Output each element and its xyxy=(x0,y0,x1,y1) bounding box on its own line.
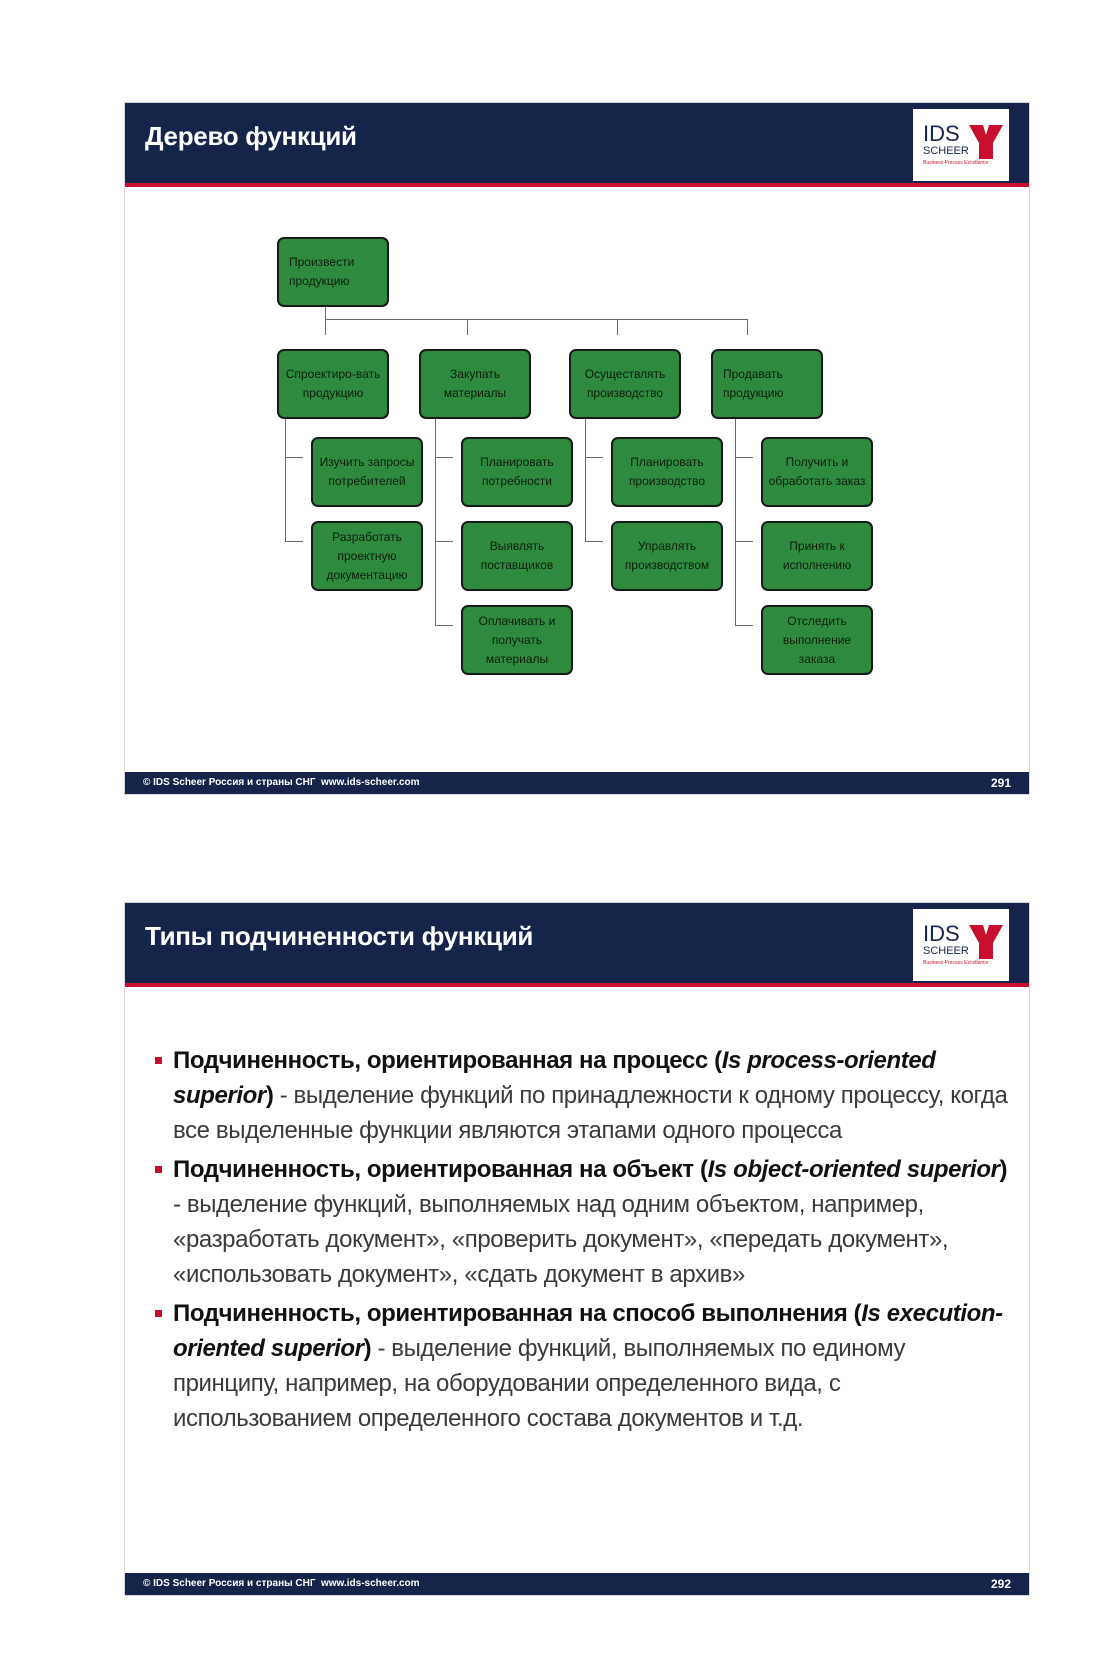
slide-subordination-types xyxy=(124,902,1030,1596)
bullet-heading: Подчиненность, ориентированная на процесс xyxy=(173,1047,708,1074)
slide-footer xyxy=(125,1573,1029,1595)
tree-node-level1: Осуществлять производство xyxy=(569,349,681,419)
bullet-paren: ( xyxy=(693,1156,708,1183)
logo-mark-icon xyxy=(969,921,1003,961)
ids-scheer-logo xyxy=(913,909,1009,981)
tree-connector xyxy=(435,625,453,626)
slide-footer xyxy=(125,772,1029,794)
slide-header xyxy=(125,103,1029,187)
tree-node-child: Разработать проектную документацию xyxy=(311,521,423,591)
slide-function-tree xyxy=(124,102,1030,795)
bullet-english-term: Is object-oriented superior xyxy=(707,1156,1000,1183)
bullet-square-icon xyxy=(155,1310,162,1317)
logo-text-ids: IDS xyxy=(923,921,960,946)
bullet-item xyxy=(155,1043,1015,1148)
tree-node-child: Изучить запросы потребителей xyxy=(311,437,423,507)
page-number: 292 xyxy=(990,1577,1011,1591)
tree-connector xyxy=(585,541,603,542)
tree-node-child: Отследить выполнение заказа xyxy=(761,605,873,675)
tree-node-child: Планировать производство xyxy=(611,437,723,507)
bullet-square-icon xyxy=(155,1057,162,1064)
tree-connector xyxy=(285,457,303,458)
bullet-item xyxy=(155,1152,1015,1292)
logo-tagline: Business Process Excellence xyxy=(923,160,989,166)
bullet-paren: ) xyxy=(363,1335,372,1362)
logo-tagline: Business Process Excellence xyxy=(923,960,989,966)
tree-node-child: Получить и обработать заказ xyxy=(761,437,873,507)
page-number: 291 xyxy=(990,776,1011,790)
footer-url: www.ids-scheer.com xyxy=(321,777,420,788)
bullet-paren: ( xyxy=(707,1047,722,1074)
tree-connector xyxy=(325,319,747,320)
tree-node-child: Планировать потребности xyxy=(461,437,573,507)
logo-text-scheer: SCHEER xyxy=(923,945,969,957)
tree-connector xyxy=(435,541,453,542)
logo-mark-icon xyxy=(969,121,1003,161)
bullet-description: - выделение функций, выполняемых над одним объектом, например, «разработать документ», «проверить документ», «передать документ», «использовать документ», «сдать документ в архив» xyxy=(173,1191,949,1288)
bullet-paren: ) xyxy=(999,1156,1008,1183)
tree-connector xyxy=(285,405,286,541)
slide-header xyxy=(125,903,1029,987)
bullet-description: - выделение функций, выполняемых по единому принципу, например, на оборудовании определенного вида, с использованием определенного состава документов и т.д. xyxy=(173,1335,906,1432)
tree-node-child: Выявлять поставщиков xyxy=(461,521,573,591)
logo-text-scheer: SCHEER xyxy=(923,145,969,157)
tree-connector xyxy=(735,541,753,542)
tree-connector xyxy=(435,405,436,625)
bullet-english-term: Is process-oriented superior xyxy=(173,1047,936,1109)
tree-connector xyxy=(467,319,468,335)
slide-title: Типы подчиненности функций xyxy=(145,921,534,951)
tree-connector xyxy=(585,457,603,458)
tree-connector xyxy=(735,625,753,626)
tree-node-level1: Спроектиро-вать продукцию xyxy=(277,349,389,419)
bullet-list xyxy=(155,1043,1015,1440)
tree-connector xyxy=(285,541,303,542)
tree-connector xyxy=(585,405,586,541)
tree-node-root: Произвести продукцию xyxy=(277,237,389,307)
bullet-paren: ) xyxy=(265,1082,274,1109)
slide-title: Дерево функций xyxy=(145,121,357,151)
tree-connector xyxy=(435,457,453,458)
tree-connector xyxy=(735,457,753,458)
tree-node-child: Оплачивать и получать материалы xyxy=(461,605,573,675)
footer-copyright: © IDS Scheer Россия и страны СНГ xyxy=(143,1578,316,1589)
bullet-description: - выделение функций по принадлежности к одному процессу, когда все выделенные функции являются этапами одного процесса xyxy=(173,1082,1008,1144)
bullet-heading: Подчиненность, ориентированная на объект xyxy=(173,1156,694,1183)
tree-connector xyxy=(747,319,748,335)
tree-node-child: Управлять производством xyxy=(611,521,723,591)
tree-connector xyxy=(735,405,736,625)
bullet-english-term: Is execution-oriented superior xyxy=(173,1300,1003,1362)
bullet-paren: ( xyxy=(847,1300,862,1327)
tree-node-child: Принять к исполнению xyxy=(761,521,873,591)
tree-connector xyxy=(325,319,326,335)
footer-url: www.ids-scheer.com xyxy=(321,1578,420,1589)
bullet-item xyxy=(155,1296,1015,1436)
logo-text-ids: IDS xyxy=(923,121,960,146)
footer-copyright: © IDS Scheer Россия и страны СНГ xyxy=(143,777,316,788)
tree-connector xyxy=(617,319,618,335)
bullet-square-icon xyxy=(155,1166,162,1173)
ids-scheer-logo xyxy=(913,109,1009,181)
tree-node-level1: Закупать материалы xyxy=(419,349,531,419)
tree-node-level1: Продавать продукцию xyxy=(711,349,823,419)
bullet-heading: Подчиненность, ориентированная на способ выполнения xyxy=(173,1300,848,1327)
